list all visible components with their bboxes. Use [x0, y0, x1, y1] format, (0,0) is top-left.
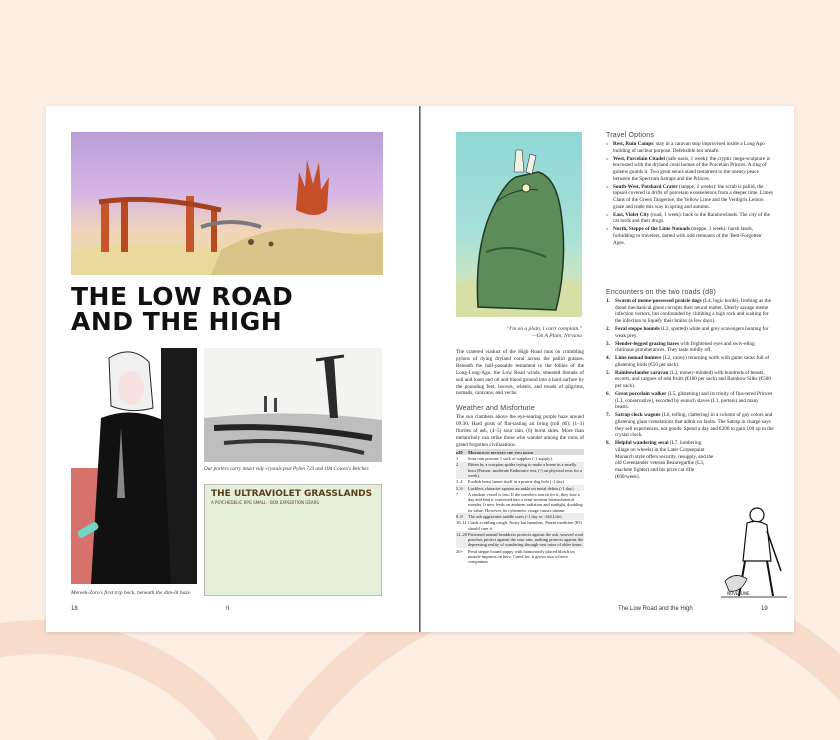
comic-subtitle: A PSYCHEDELIC RPG SMALL · BOX EXPEDITION GEARS — [211, 500, 319, 505]
encounter-name: Great porcelain walker — [615, 391, 667, 398]
table-row — [456, 485, 584, 491]
list-item — [606, 141, 774, 154]
list-item — [606, 298, 774, 325]
running-head: The Low Road and the High — [618, 606, 693, 612]
list-item — [606, 391, 774, 411]
table-cell-text: Feral steppe hound puppy with humorously placed blotch on muzzle imprints on hero. Cared for, it grows into a fierce companion. — [468, 548, 575, 565]
table-row — [456, 479, 584, 485]
page-number-right: 19 — [761, 606, 768, 612]
table-cell-roll: 12–20 — [456, 531, 467, 537]
encounter-text: with frightened eyes and swiv-eling chitinous protuberances. They taste mildly off. — [615, 340, 755, 354]
travel-list — [606, 141, 774, 246]
table-cell-roll: 2 — [456, 462, 459, 468]
list-item — [606, 341, 774, 354]
list-item — [606, 156, 774, 183]
table-row — [456, 491, 584, 513]
travel-option-text: (steppe, 2 weeks): the scrub is pallid, the topsoil covered in drifts of porcelain exoskeletons from a deeper time. Limey Clans of the Green Tangerine, the Yellow Lime and the Verdigris Lemon graze and trade this way in spring and autumn. — [613, 183, 774, 210]
table-header-die: d20 — [456, 449, 463, 455]
artist-signature: NOVELLINE — [727, 591, 750, 596]
encounters-section — [606, 289, 774, 482]
list-item — [606, 326, 774, 339]
table-cell-roll: 7 — [456, 491, 459, 497]
encounter-number: 8. — [606, 440, 610, 447]
travel-section — [606, 132, 774, 247]
table-cell-roll: 3–4 — [456, 479, 463, 485]
table-row — [456, 462, 584, 479]
encounter-text: (L7, lumbering village on wheels) in the Later Corpsepaint Monarch style offers security, resupply, and the old Greenlander veteran Beauregarthe (L3, machete fighter) and his prize cat rifle (€60/week). — [615, 440, 714, 480]
frog-illustration — [456, 132, 582, 317]
travel-option-text: (safe oasis, 1 week): the cryptic mega-sculpture is encrusted with the dryland coral homes of the Porcelain Princes. A ring of golems guards it. Two great serais stand testament to the uneasy peace between the Spectrum Satraps and the Princes. — [613, 155, 770, 182]
list-item — [606, 370, 774, 390]
encounter-name: Swarm of meme-possessed prairie dogs — [615, 298, 702, 304]
table-cell-text: A random vessel is lost. If the travelers search for it, they lose a day and find it converted into a semi-sentient biomechanical wonder. It now feeds on ambient radiation and sunlight, doubling its value. However, its cybernetic visage causes unease. — [468, 491, 583, 513]
chapter-title: THE LOW ROAD AND THE HIGH — [71, 282, 294, 336]
table-cell-text: Foolish beast lames itself in a prairie dog hole (-1 day). — [468, 479, 566, 485]
encounter-number: 1. — [606, 298, 610, 304]
epigraph — [456, 326, 582, 340]
table-cell-text: Sour rain poisons 1 sack of supplies (-1 supply). — [468, 455, 553, 461]
encounter-number: 5. — [606, 369, 610, 376]
table-cell-text: Catch a rattling cough. Noisy but harmless. Patent medicine (€5) should cure it. — [468, 520, 582, 531]
travel-option-name: North, Steppe of the Lime Nomads — [613, 226, 690, 233]
page-number-left: 18 — [71, 606, 78, 612]
section-mark: II — [226, 606, 230, 612]
encounters-heading: Encounters on the two roads (d8) — [606, 289, 716, 296]
travel-option-text: (road, 1 week): back to the Rainbowlands. The city of the cat lords and their drugs. — [613, 211, 770, 225]
table-row — [456, 520, 584, 532]
list-item — [606, 440, 774, 480]
table-row — [456, 548, 584, 565]
background-arc — [0, 620, 300, 740]
hero-illustration — [71, 132, 383, 275]
table-cell-roll: 5–6 — [456, 485, 463, 491]
encounter-number: 2. — [606, 326, 610, 332]
travel-option-text: : stay in a caravan stop improvised inside a Long Ago building of unclear purpose. Defensible but unsafe. — [613, 141, 765, 154]
weather-paragraph: The sun clambers above the eye-searing purple haze around 09:30. Hard gusts of flat-tasting air bring (roll d6): (1–3) flurries of ash, (4–5) sour rain, (6) burnt skies. More than melancholy can strike those who wander among the ruins of grand forgotten civilizations. — [456, 414, 584, 448]
table-cell-text: Bitten by a scorpion spider trying to make a home in a smelly boot (Poison: moderate Endurance test, (-) on physical tests for a week). — [468, 462, 583, 478]
table-cell-roll: 10–11 — [456, 520, 467, 526]
encounter-name: Slender-legged grazing hares — [615, 340, 679, 347]
encounter-text: (L3, money-minded) with hundreds of beasts, escorts, and cargoes of odd fruits (€100 per sack) and Rainbow Silks (€500 per sack). — [615, 369, 771, 390]
encounter-text: (L2, spotted) white and grey scavengers hunting for weak prey. — [615, 326, 769, 339]
list-item — [606, 226, 774, 246]
encounter-name: Rainbowlander caravan — [615, 369, 669, 376]
encounter-name: Helpful wandering serai — [615, 440, 669, 447]
travel-option-name: West, Porcelain Citadel — [613, 155, 665, 162]
encounter-name: Satrap clock wagons — [615, 412, 661, 419]
misfortune-table — [456, 449, 584, 565]
travel-option-name: Rest, Ruin Camps — [613, 141, 654, 147]
table-cell-text: Luckless character sprains an ankle on metal debris (-1 day). — [468, 485, 575, 491]
woman-illustration — [71, 348, 197, 584]
encounter-name: Lime nomad hunters — [615, 355, 662, 362]
table-cell-roll: 8–9 — [456, 513, 463, 519]
caption-sketch: Our porters carry intact vidy crystals past Pylon 723 and Old Cowen's Belcher. — [204, 466, 370, 472]
encounter-text: (L4, logic horde), frothing as the dread mechanical ghost corrupts their neural matter. Utterly savage meme infection vectors, but confounded by climbing a high rock and waiting for the infection to liquefy their brains (a few days). — [615, 298, 771, 325]
encounters-list — [606, 298, 774, 481]
encounter-number: 6. — [606, 391, 610, 398]
travel-option-text: (steppe, 1 week): harsh lands, forbidding to travelers, dotted with odd remnants of the 'Best-Forgotten' Ages. — [613, 226, 763, 246]
caption-woman: Mereek-Zoro's first trip back, beneath the dim-lit haze. — [71, 590, 192, 596]
encounter-text: (L6, tolling, clattering) in a column of gay colors and glistening glass crenelations that admit no faults. The Satrap in charge says they sell experiences, not goods. Spend a day and €200 to gain 100 xp in the crystal clock. — [615, 412, 774, 439]
left-page — [46, 106, 419, 632]
encounter-name: Feral steppe hounds — [615, 326, 660, 332]
table-cell-text: The ash aggravates saddle sores (-1 day or -1d4 Life). — [468, 513, 563, 519]
list-item — [606, 355, 774, 368]
sketch-illustration — [204, 348, 382, 462]
travel-option-name: South-West, Potshard Crater — [613, 183, 678, 190]
intro-paragraph: The cratered viaduct of the High Road runs on crumbling pylons of dying dryland coral across the pallid grasses. Beneath the half-passable testament to the follies of the Long-Long-Ago, the Low Road winds, smeared threads of soil and loam and oil and blood ground into a hard surface by the pounding feet, hooves, wheels, and treads of pilgrims, nomads, caravans, and vechs. — [456, 349, 584, 397]
table-cell-roll: 1 — [456, 455, 459, 461]
right-page — [421, 106, 794, 632]
table-row — [456, 455, 584, 461]
table-row — [456, 531, 584, 548]
table-cell-text: Patterned nomad headdress protects against the ash, weaved wool ponchos protect against the sour rain, nothing protects against the depressing reality of wandering through vast ruins of elder times. — [468, 531, 584, 548]
encounter-text: (L5, glistening) and its trinity of flus-tered Princes (L3, conservative), escorted by eunuch slaves (L1, porters) and many beasts. — [615, 391, 773, 411]
table-cell-roll: 20+ — [456, 548, 463, 554]
warrior-illustration — [721, 501, 787, 601]
encounter-text: (L2, canny) returning north with game sacks full of glistening birds (€50 per sack). — [615, 355, 770, 368]
table-header — [456, 449, 584, 455]
list-item — [606, 184, 774, 211]
table-header-label: Misfortune between the two roads — [468, 449, 534, 455]
list-item — [606, 412, 774, 439]
book-spread — [46, 106, 794, 632]
epigraph-attribution: —On A Plain, Nirvana — [531, 333, 582, 339]
comic-title: THE ULTRAVIOLET GRASSLANDS — [211, 489, 373, 499]
comic-illustration — [204, 484, 382, 596]
encounter-number: 3. — [606, 340, 610, 347]
encounter-number: 7. — [606, 412, 610, 419]
list-item — [606, 212, 774, 225]
weather-heading: Weather and Misfortune — [456, 405, 535, 412]
travel-option-name: East, Violet City — [613, 211, 650, 218]
epigraph-quote: "I'm on a plain, I can't complain." — [506, 326, 582, 332]
encounter-number: 4. — [606, 355, 610, 362]
table-row — [456, 513, 584, 519]
travel-heading: Travel Options — [606, 132, 655, 139]
